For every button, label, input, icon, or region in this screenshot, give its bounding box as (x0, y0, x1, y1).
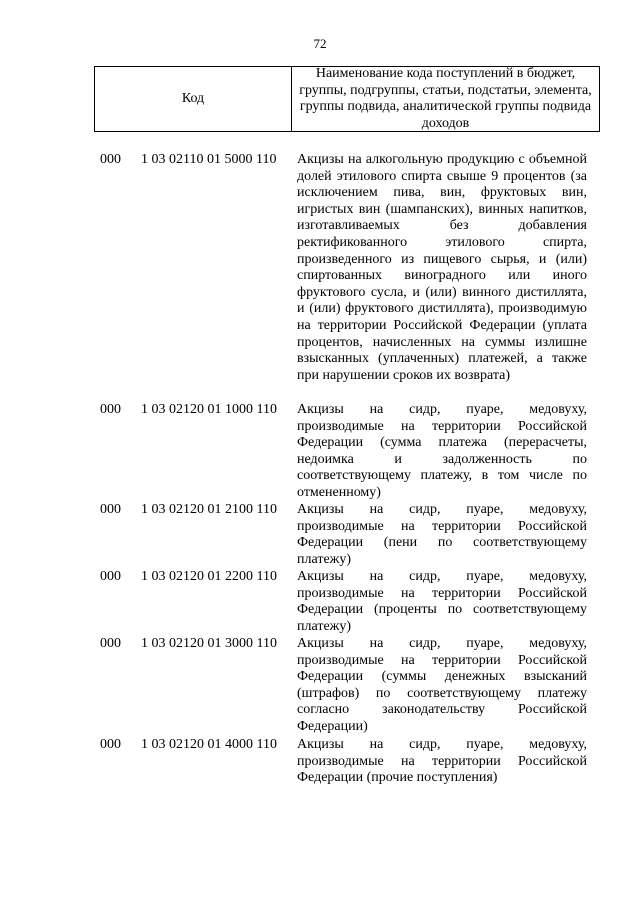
revenue-description: Акцизы на сидр, пуаре, медовуху, производимые на территории Российской Федерации (пени по соответствующему платежу) (297, 502, 587, 567)
revenue-code: 1 03 02120 01 1000 110 (141, 402, 277, 417)
revenue-code: 1 03 02120 01 2100 110 (141, 502, 277, 517)
admin-code: 000 (100, 737, 121, 752)
admin-code: 000 (100, 636, 121, 651)
page-number: 72 (313, 36, 327, 51)
revenue-description: Акцизы на сидр, пуаре, медовуху, производимые на территории Российской Федерации (прочие поступления) (297, 737, 587, 786)
revenue-code: 1 03 02120 01 2200 110 (141, 569, 277, 584)
revenue-code: 1 03 02120 01 3000 110 (141, 636, 277, 651)
revenue-description: Акцизы на сидр, пуаре, медовуху, производимые на территории Российской Федерации (суммы денежных взысканий (штрафов) по соответствующему платежу согласно законодательству Российской Федерации) (297, 636, 587, 734)
revenue-description: Акцизы на сидр, пуаре, медовуху, производимые на территории Российской Федерации (проценты по соответствующему платежу) (297, 569, 587, 634)
admin-code: 000 (100, 152, 121, 167)
revenue-code: 1 03 02120 01 4000 110 (141, 737, 277, 752)
admin-code: 000 (100, 402, 121, 417)
revenue-description: Акцизы на алкогольную продукцию с объемной долей этилового спирта свыше 9 процентов (за исключением пива, вин, фруктовых вин, игристых вин (шампанских), винных напитков, изготавливаемых без добавления ректификованного этилового спирта, произведенного из пищевого сырья, и (или) спиртованных виноградного или иного фруктового сусла, и (или) винного дистиллята, и (или) фруктового дистиллята), производимую на территории Российской Федерации (уплата процентов, начисленных на суммы излишне взысканных (уплаченных) платежей, а также при нарушении сроков их возврата) (297, 152, 587, 383)
admin-code: 000 (100, 569, 121, 584)
column-header-name: Наименование кода поступлений в бюджет, группы, подгруппы, статьи, подстатьи, элемента, группы подвида, аналитической группы подвида доходов (299, 66, 592, 131)
admin-code: 000 (100, 502, 121, 517)
revenue-description: Акцизы на сидр, пуаре, медовуху, производимые на территории Российской Федерации (сумма платежа (перерасчеты, недоимка и задолженность по соответствующему платежу, в том числе по отмененному) (297, 402, 587, 500)
column-header-code: Код (95, 67, 292, 131)
table-header (94, 66, 600, 132)
revenue-code: 1 03 02110 01 5000 110 (141, 152, 277, 167)
